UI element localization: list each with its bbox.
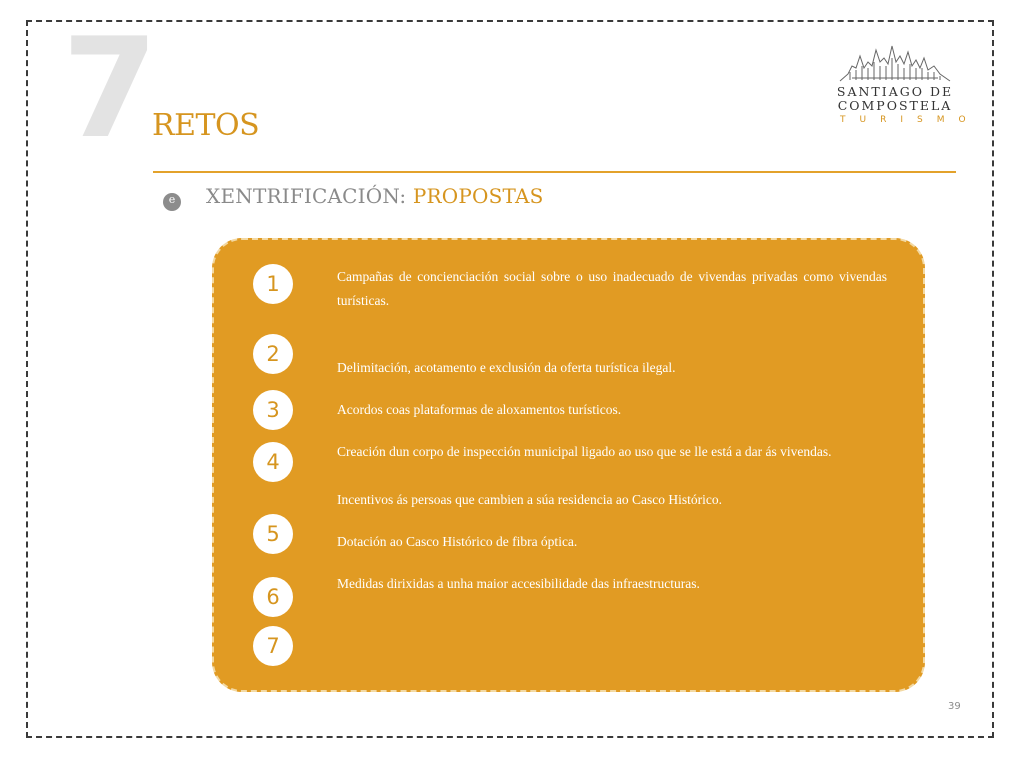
proposal-item: Medidas dirixidas a unha maior accesibilidade das infraestructuras.	[337, 576, 700, 591]
subtitle-bullet: e	[163, 193, 181, 211]
subtitle-topic: XENTRIFICACIÓN:	[206, 184, 407, 208]
logo	[832, 44, 980, 128]
number-badge: 7	[253, 626, 293, 666]
cathedral-skyline-icon	[838, 44, 952, 82]
proposal-item: Incentivos ás persoas que cambien a súa residencia ao Casco Histórico.	[337, 492, 722, 507]
page-title: RETOS	[152, 108, 260, 143]
proposal-item: Dotación ao Casco Histórico de fibra óptica.	[337, 534, 578, 549]
number-badge: 5	[253, 514, 293, 554]
proposal-item: Acordos coas plataformas de aloxamentos turísticos.	[337, 402, 622, 417]
number-badge: 4	[253, 442, 293, 482]
logo-line-3: TURISMO	[840, 115, 980, 125]
title-divider	[153, 171, 956, 173]
page-number: 39	[948, 701, 961, 712]
proposal-item: Campañas de concienciación social sobre o uso inadecuado de vivendas privadas como vivendas turísticas.	[337, 269, 887, 308]
logo-line-2: COMPOSTELA	[837, 98, 953, 113]
number-badge: 3	[253, 390, 293, 430]
logo-line-1: SANTIAGO DE	[836, 84, 954, 99]
proposal-item: Creación dun corpo de inspección municipal ligado ao uso que se lle está a dar ás vivendas.	[337, 444, 832, 459]
section-number: 7	[62, 8, 159, 169]
number-badge: 6	[253, 577, 293, 617]
subtitle-highlight: PROPOSTAS	[412, 184, 544, 208]
proposal-item: Delimitación, acotamento e exclusión da oferta turística ilegal.	[337, 360, 676, 375]
number-badge: 1	[253, 264, 293, 304]
number-badge: 2	[253, 334, 293, 374]
subtitle	[206, 184, 544, 208]
